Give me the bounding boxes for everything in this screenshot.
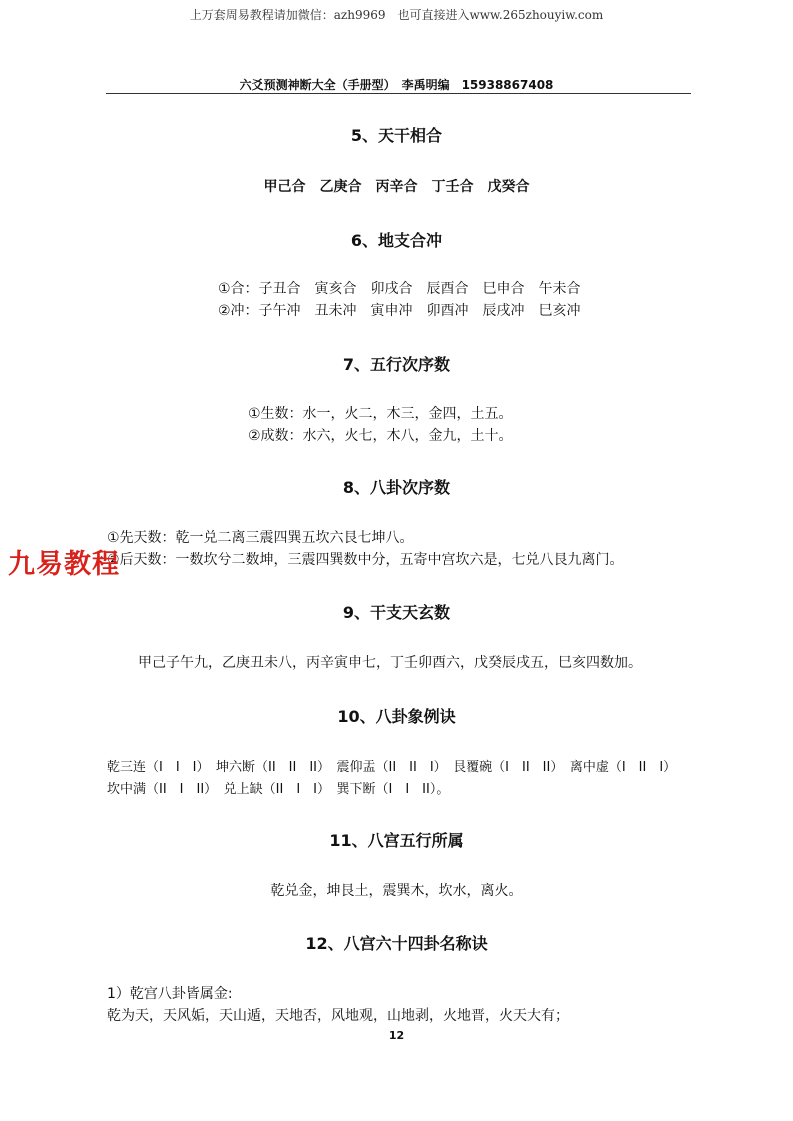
watermark-logo: 九易教程 <box>8 549 120 580</box>
section-10-title: 10、八卦象例诀 <box>337 707 456 726</box>
section-6-line-2: ②冲：子午冲 丑未冲 寅申冲 卯酉冲 辰戌冲 巳亥冲 <box>218 303 581 319</box>
section-12-line-2: 乾为天，天风姤，天山遁，天地否，风地观，山地剥，火地晋，火天大有； <box>107 1008 569 1024</box>
section-11-line: 乾兑金，坤艮土，震巽木，坎水，离火。 <box>270 883 523 899</box>
section-7-line-1: ①生数：水一，火二，木三，金四，土五。 <box>248 406 513 422</box>
section-7-title: 7、五行次序数 <box>342 355 451 374</box>
section-10-line-1: 乾三连（I I I） 坤六断（II II II） 震仰盂（II II I） 艮覆碗（I II II） 离中虚（I II I） <box>107 760 677 775</box>
section-12-line-1: 1）乾宫八卦皆属金: <box>107 986 233 1002</box>
header-divider <box>106 93 691 94</box>
section-6-line-1: ①合：子丑合 寅亥合 卯戌合 辰酉合 巳申合 午未合 <box>218 281 581 297</box>
top-banner: 上万套周易教程请加微信：azh9969 也可直接进入www.265zhouyiw.com <box>189 8 604 22</box>
section-5-title: 5、天干相合 <box>350 126 443 145</box>
section-6-title: 6、地支合冲 <box>350 231 443 250</box>
section-5-line: 甲己合 乙庚合 丙辛合 丁壬合 戊癸合 <box>263 179 530 195</box>
section-8-title: 8、八卦次序数 <box>342 478 451 497</box>
section-9-line: 甲己子午九，乙庚丑未八，丙辛寅申七，丁壬卯酉六，戊癸辰戌五，巳亥四数加。 <box>138 655 642 671</box>
section-8-line-1: ①先天数：乾一兑二离三震四巽五坎六艮七坤八。 <box>107 530 414 546</box>
book-header: 六爻预测神断大全（手册型） 李禹明编 15938867408 <box>239 78 554 92</box>
section-8-line-2: ②后天数：一数坎兮二数坤，三震四巽数中分，五寄中宫坎六是，七兑八艮九离门。 <box>107 552 624 568</box>
section-11-title: 11、八宫五行所属 <box>329 831 464 850</box>
section-9-title: 9、干支天玄数 <box>342 603 451 622</box>
section-10-line-2: 坎中满（II I II） 兑上缺（II I I） 巽下断（I I II）。 <box>107 782 450 797</box>
page-number: 12 <box>388 1029 405 1042</box>
section-12-title: 12、八宫六十四卦名称诀 <box>305 934 488 953</box>
section-7-line-2: ②成数：水六，火七，木八，金九，土十。 <box>248 428 513 444</box>
